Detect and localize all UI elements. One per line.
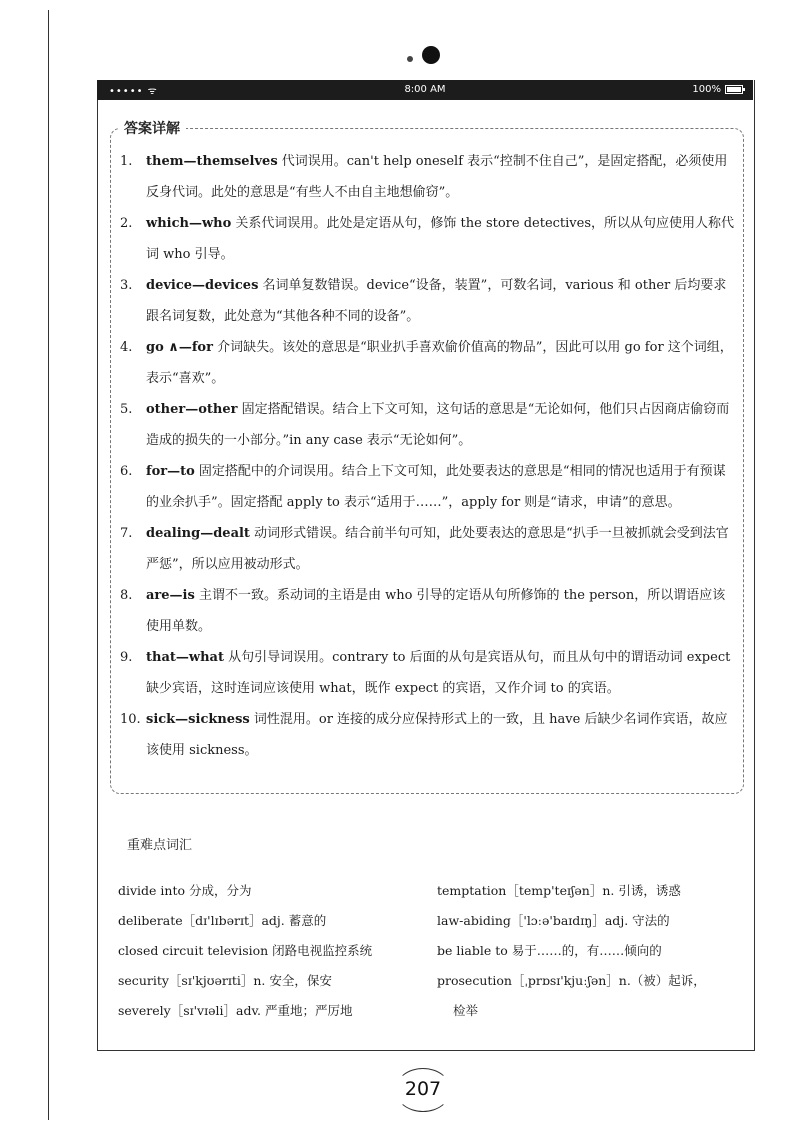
signal-icon: ••••• ᯤ bbox=[109, 86, 158, 97]
battery-status bbox=[692, 84, 743, 95]
vocab-entry: security［sɪ'kjʊərɪti］n. 安全，保安 bbox=[118, 973, 332, 988]
answer-item: 9. that—what 从句引导词误用。contrary to 后面的从句是宾语从句，而且从句中的谓语动词 expect 缺少宾语，这时连词应该使用 what，既作 expect 的宾语，又作介词 to 的宾语。 bbox=[120, 650, 731, 696]
vocab-list-right bbox=[437, 876, 737, 1026]
answers-list bbox=[120, 146, 736, 766]
status-time: 8:00 AM bbox=[404, 84, 446, 95]
battery-percent: 100% bbox=[692, 84, 721, 95]
answers-title: 答案详解 bbox=[118, 118, 186, 138]
answer-item: 10. sick—sickness 词性混用。or 连接的成分应保持形式上的一致，且 have 后缺少名词作宾语，故应该使用 sickness。 bbox=[120, 712, 728, 758]
vocab-entry: deliberate［dɪ'lɪbərɪt］adj. 蓄意的 bbox=[118, 913, 327, 928]
answer-item: 3. device—devices 名词单复数错误。device“设备，装置”，可数名词，various 和 other 后均要求跟名词复数，此处意为“其他各种不同的设备”。 bbox=[120, 278, 727, 324]
answer-item: 7. dealing—dealt 动词形式错误。结合前半句可知，此处要表达的意思是“扒手一旦被抓就会受到法官严惩”，所以应用被动形式。 bbox=[120, 526, 729, 572]
camera-sensor-icon bbox=[407, 56, 413, 62]
vocab-entry: closed circuit television 闭路电视监控系统 bbox=[118, 943, 373, 958]
answer-item: 4. go ∧—for 介词缺失。该处的意思是“职业扒手喜欢偷价值高的物品”，因此可以用 go for 这个词组，表示“喜欢”。 bbox=[120, 340, 733, 386]
battery-icon bbox=[725, 85, 743, 94]
page-number: 207 bbox=[404, 1078, 442, 1100]
vocab-entry: temptation［temp'teɪʃən］n. 引诱，诱惑 bbox=[437, 883, 681, 898]
vocab-list-left bbox=[118, 876, 418, 1026]
answer-item: 5. other—other 固定搭配错误。结合上下文可知，这句话的意思是“无论如何，他们只占因商店偷窃而造成的损失的一小部分。”in any case 表示“无论如何”。 bbox=[120, 402, 730, 448]
vocab-entry: severely［sɪ'vɪəli］adv. 严重地；严厉地 bbox=[118, 1003, 353, 1018]
vocab-entry: be liable to 易于……的，有……倾向的 bbox=[437, 943, 662, 958]
answer-item: 1. them—themselves 代词误用。can't help oneself 表示“控制不住自己”，是固定搭配，必须使用反身代词。此处的意思是“有些人不由自主地想偷窃”。 bbox=[120, 154, 728, 200]
answer-item: 8. are—is 主谓不一致。系动词的主语是由 who 引导的定语从句所修饰的 the person，所以谓语应该使用单数。 bbox=[120, 588, 726, 634]
vocab-entry: divide into 分成，分为 bbox=[118, 883, 252, 898]
page-number-badge bbox=[395, 1068, 451, 1112]
answer-item: 6. for—to 固定搭配中的介词误用。结合上下文可知，此处要表达的意思是“相同的情况也适用于有预谋的业余扒手”。固定搭配 apply to 表示“适用于……”，apply for 则是“请求，申请”的意思。 bbox=[120, 464, 726, 510]
page-edge-rule bbox=[48, 10, 49, 1120]
answer-item: 2. which—who 关系代词误用。此处是定语从句，修饰 the store detectives，所以从句应使用人称代词 who 引导。 bbox=[120, 216, 735, 262]
camera-lens-icon bbox=[422, 46, 440, 64]
vocab-entry: prosecution［ˌprɒsɪ'kjuːʃən］n.（被）起诉， bbox=[437, 973, 706, 988]
vocab-title: 重难点词汇 bbox=[127, 838, 193, 853]
vocab-entry: law-abiding［'lɔːə'baɪdɪŋ］adj. 守法的 bbox=[437, 913, 670, 928]
vocab-entry: 检举 bbox=[453, 1003, 479, 1018]
status-bar bbox=[97, 80, 753, 100]
